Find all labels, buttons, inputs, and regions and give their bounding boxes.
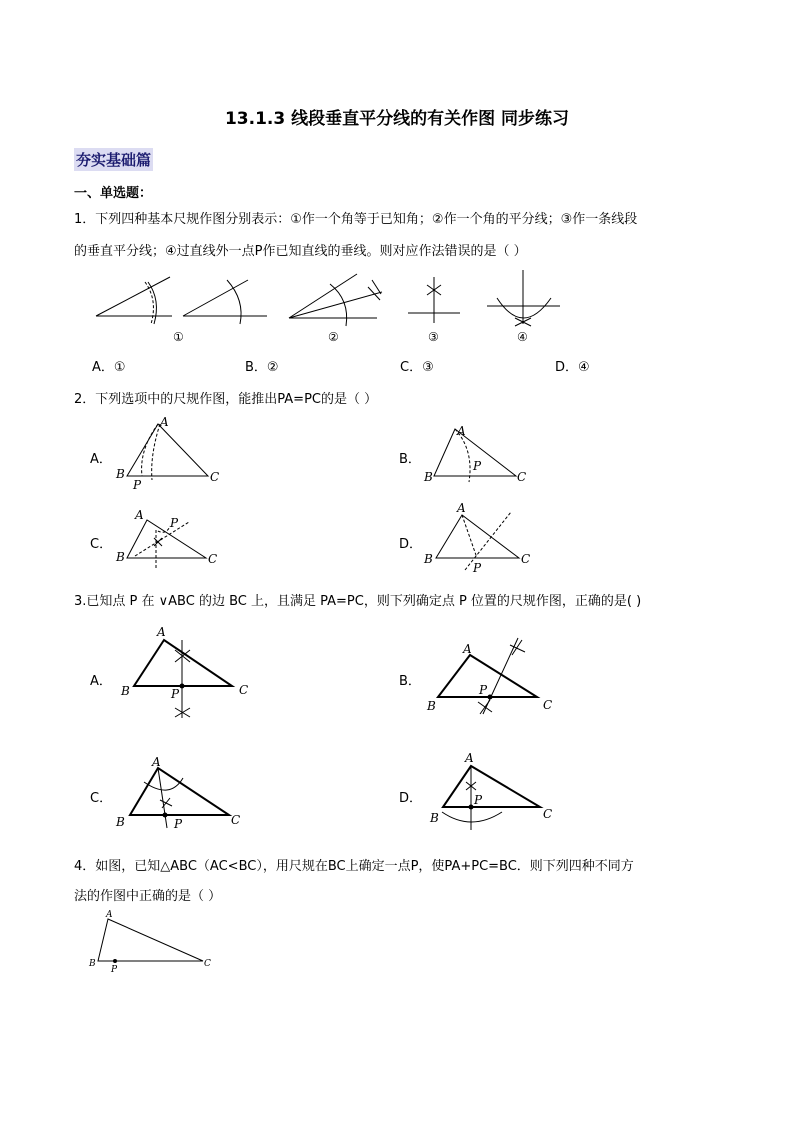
svg-text:A: A [465, 751, 474, 765]
q1-fig-label-1: ① [173, 330, 184, 344]
q4-fig [88, 910, 211, 975]
svg-text:C: C [543, 698, 553, 712]
svg-text:P: P [174, 817, 183, 831]
q3-option-d[interactable]: D． [399, 791, 423, 806]
svg-text:C: C [521, 552, 531, 566]
svg-text:B: B [430, 811, 439, 825]
svg-text:C: C [231, 813, 241, 827]
svg-text:B: B [427, 699, 436, 713]
svg-text:B: B [121, 684, 130, 698]
svg-text:P: P [474, 793, 483, 807]
q3-text: 3.已知点 P 在 ∨ABC 的边 BC 上，且满足 PA=PC，则下列确定点 P 位置的尺规作图，正确的是( ) [74, 594, 642, 609]
svg-text:C: C [543, 807, 553, 821]
page-title: 13.1.3 线段垂直平分线的有关作图 同步练习 [224, 109, 570, 129]
svg-text:B: B [116, 815, 125, 829]
svg-text:P: P [479, 683, 488, 697]
svg-text:C: C [208, 552, 218, 566]
q2-option-d[interactable]: D． [399, 537, 423, 552]
q1-option-a[interactable]: A．① [92, 360, 126, 375]
q4-text-line1: 4．如图，已知△ABC（AC<BC），用尺规在BC上确定一点P，使PA+PC=BC．则下列四种不同方 [74, 859, 634, 874]
svg-text:C: C [239, 683, 249, 697]
svg-text:A: A [106, 910, 113, 920]
svg-text:A: A [135, 508, 144, 522]
q4-text-line2: 法的作图中正确的是（ ） [74, 889, 222, 904]
q2-option-a[interactable]: A． [90, 452, 112, 467]
svg-text:B: B [89, 959, 96, 969]
q3-option-b[interactable]: B． [399, 674, 421, 689]
q1-text-line1: 1．下列四种基本尺规作图分别表示：①作一个角等于已知角；②作一个角的平分线；③作一条线段 [74, 212, 638, 227]
svg-text:A: A [160, 415, 169, 429]
svg-text:C: C [210, 470, 220, 484]
svg-text:P: P [111, 965, 118, 975]
q1-text-line2: 的垂直平分线；④过直线外一点P作已知直线的垂线。则对应作法错误的是（ ） [74, 244, 527, 259]
svg-text:B: B [424, 470, 433, 484]
svg-text:P: P [473, 459, 482, 473]
svg-text:A: A [463, 642, 472, 656]
svg-text:A: A [157, 625, 166, 639]
q1-option-d[interactable]: D．④ [555, 360, 590, 375]
svg-text:B: B [424, 552, 433, 566]
svg-text:C: C [517, 470, 527, 484]
svg-text:P: P [171, 687, 180, 701]
svg-text:B: B [116, 467, 125, 481]
svg-text:B: B [116, 550, 125, 564]
q3-option-a[interactable]: A． [90, 674, 112, 689]
svg-text:A: A [457, 501, 466, 515]
q3-option-c[interactable]: C． [90, 791, 113, 806]
q1-fig-label-3: ③ [428, 330, 439, 344]
q1-fig-label-2: ② [328, 330, 339, 344]
svg-text:P: P [473, 561, 482, 575]
svg-text:C: C [204, 959, 211, 969]
q1-fig-label-4: ④ [517, 330, 528, 344]
svg-text:A: A [457, 424, 466, 438]
q1-option-b[interactable]: B．② [245, 360, 279, 375]
q1-option-c[interactable]: C．③ [400, 360, 434, 375]
part-heading: 一、单选题： [74, 186, 153, 201]
svg-text:P: P [170, 516, 179, 530]
q2-option-c[interactable]: C． [90, 537, 113, 552]
q2-text: 2．下列选项中的尺规作图，能推出PA=PC的是（ ） [74, 392, 378, 407]
section-heading: 夯实基础篇 [74, 148, 153, 171]
svg-text:A: A [152, 755, 161, 769]
svg-text:P: P [133, 478, 142, 492]
q2-option-b[interactable]: B． [399, 452, 421, 467]
